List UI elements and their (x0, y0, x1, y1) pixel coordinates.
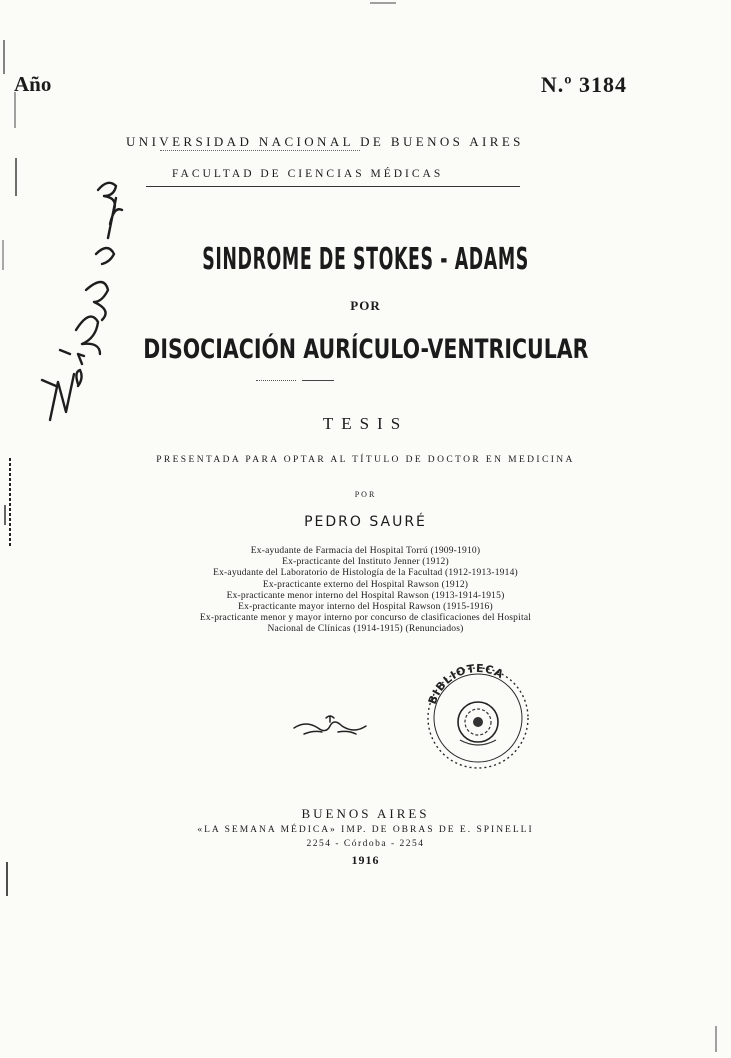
credential-line: Ex-practicante del Instituto Jenner (1912) (282, 557, 449, 568)
thesis-subtitle (0, 334, 731, 365)
credential-line: Ex-ayudante del Laboratorio de Histología de la Facultad (1912-1913-1914) (213, 568, 518, 579)
credential-line: Ex-practicante externo del Hospital Rawson (1912) (262, 579, 469, 590)
dotted-divider (160, 150, 360, 151)
imprint-address: 2254 - Córdoba - 2254 (306, 839, 425, 849)
imprint-printer: «LA SEMANA MÉDICA» IMP. DE OBRAS DE E. SPINELLI (197, 825, 534, 835)
credential-line: Ex-practicante menor interno del Hospital Rawson (1913-1914-1915) (226, 590, 505, 601)
catalog-number: N.º 3184 (540, 72, 627, 97)
svg-text:BIBLIOTECA (426, 662, 506, 706)
university-name: UNIVERSIDAD NACIONAL DE BUENOS AIRES (126, 134, 524, 149)
stamp-text: BIBLIOTECA (425, 661, 507, 707)
handwritten-date-annotation (20, 150, 130, 440)
short-rule (302, 380, 334, 381)
author-name: PEDRO SAURÉ (304, 514, 427, 530)
thesis-purpose: PRESENTADA PARA OPTAR AL TÍTULO DE DOCTOR EN MEDICINA (156, 455, 575, 465)
thesis-title-text: SINDROME DE STOKES - ADAMS (202, 242, 529, 277)
title-connector: POR (350, 298, 381, 313)
thesis-subtitle-text: DISOCIACIÓN AURÍCULO-VENTRICULAR (142, 334, 589, 365)
decorative-ornament (290, 712, 370, 742)
credential-line: Ex-practicante mayor interno del Hospital Rawson (1915-1916) (238, 602, 493, 613)
credential-line: Ex-ayudante de Farmacia del Hospital Torrú (1909-1910) (250, 546, 481, 556)
library-stamp (412, 654, 542, 774)
faculty-name: FACULTAD DE CIENCIAS MÉDICAS (172, 168, 444, 180)
thesis-title (0, 242, 731, 277)
dotted-divider (256, 380, 296, 381)
credential-line: Nacional de Clínicas (1914-1915) (Renunciados) (267, 624, 464, 635)
document-type: TESIS (322, 414, 409, 433)
year-label: Año (14, 72, 52, 96)
imprint-city: BUENOS AIRES (301, 806, 430, 821)
author-credentials (0, 546, 731, 636)
imprint-year: 1916 (351, 853, 380, 867)
credential-line: Ex-practicante menor y mayor interno por concurso de clasificaciones del Hospital (199, 613, 532, 624)
horizontal-rule (146, 186, 520, 187)
author-connector: POR (354, 490, 377, 499)
